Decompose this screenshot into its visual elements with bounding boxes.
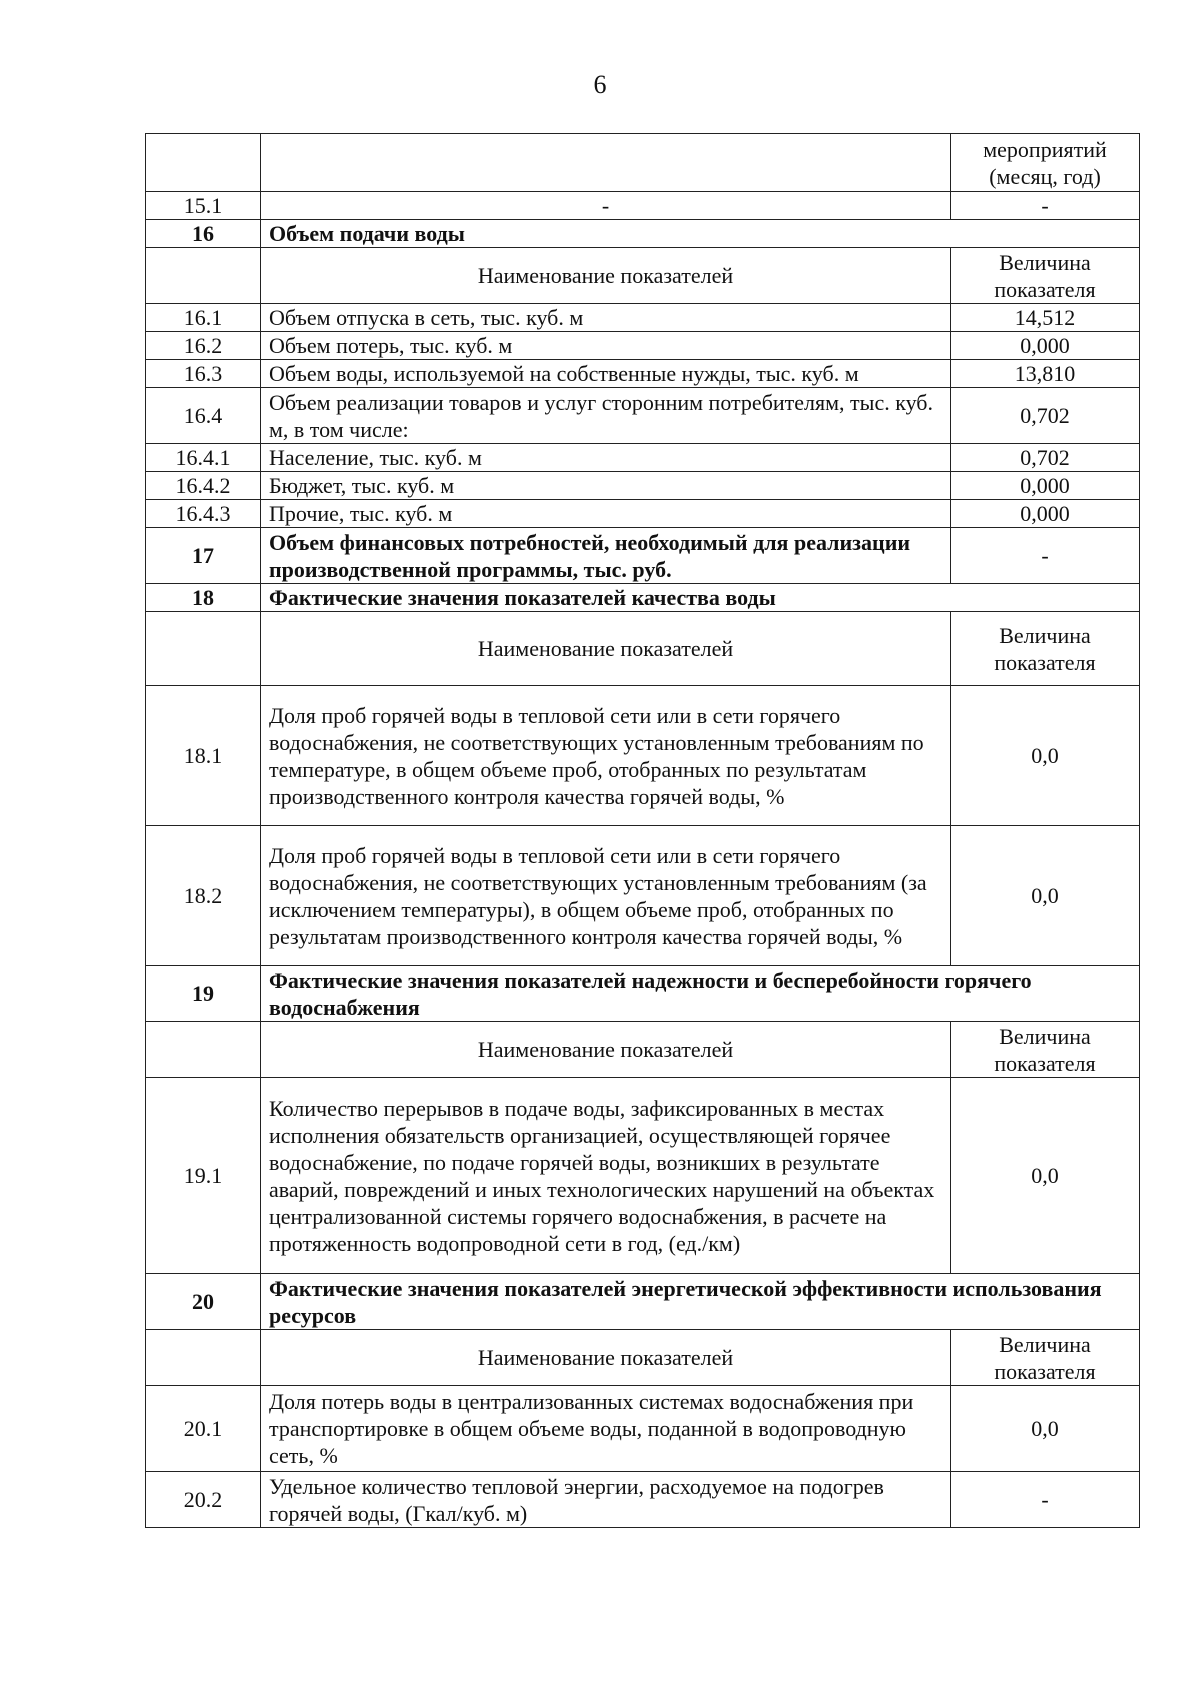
column-header-value: Величина показателя [951,612,1140,686]
row-name-cell: Объем воды, используемой на собственные нужды, тыс. куб. м [261,360,951,388]
table-row [146,304,1140,332]
section-title: Объем финансовых потребностей, необходимый для реализации производственной программы, тыс. руб. [261,528,951,584]
table-row [146,472,1140,500]
row-name-cell: Население, тыс. куб. м [261,444,951,472]
column-header-name: Наименование показателей [261,1330,951,1386]
section-header-row [146,528,1140,584]
empty-cell [146,1330,261,1386]
section-header-row [146,220,1140,248]
section-header-row [146,966,1140,1022]
row-number-cell: 16.4.1 [146,444,261,472]
row-name-cell: Количество перерывов в подаче воды, зафиксированных в местах исполнения обязательств организацией, осуществляющей горячее водоснабжение, по подаче горячей воды, возникших в результате аварий, повреждений и иных технологических нарушений на объектах централизованной системы горячего водоснабжения, в расчете на протяженность водопроводной сети в год, (ед./км) [261,1078,951,1274]
column-header-row [146,248,1140,304]
row-value-cell: 0,0 [951,1386,1140,1472]
row-value-cell: - [951,528,1140,584]
row-value-cell: 14,512 [951,304,1140,332]
header-value-cell: мероприятий (месяц, год) [951,134,1140,192]
row-number-cell: 16.4 [146,388,261,444]
column-header-name: Наименование показателей [261,612,951,686]
row-name-cell: - [261,192,951,220]
section-number: 17 [146,528,261,584]
row-value-cell: 0,702 [951,444,1140,472]
section-title: Объем подачи воды [261,220,1140,248]
row-name-cell: Объем отпуска в сеть, тыс. куб. м [261,304,951,332]
row-number-cell: 16.3 [146,360,261,388]
indicators-table [145,133,1140,1528]
row-value-cell: 0,000 [951,332,1140,360]
empty-cell [146,248,261,304]
table-row [146,444,1140,472]
row-number-cell: 20.2 [146,1472,261,1528]
table-row [146,1078,1140,1274]
row-value-cell: 0,702 [951,388,1140,444]
row-number-cell: 16.4.2 [146,472,261,500]
section-title: Фактические значения показателей энергетической эффективности использования ресурсов [261,1274,1140,1330]
row-number-cell: 20.1 [146,1386,261,1472]
section-title: Фактические значения показателей надежности и бесперебойности горячего водоснабжения [261,966,1140,1022]
section-number: 20 [146,1274,261,1330]
table-row [146,134,1140,192]
column-header-row [146,1022,1140,1078]
row-name-cell [261,134,951,192]
column-header-row [146,612,1140,686]
table-row [146,500,1140,528]
row-value-cell: 0,000 [951,500,1140,528]
page-number: 6 [593,70,607,99]
section-number: 19 [146,966,261,1022]
row-name-cell: Бюджет, тыс. куб. м [261,472,951,500]
row-name-cell: Доля проб горячей воды в тепловой сети или в сети горячего водоснабжения, не соответствующих установленным требованиям (за исключением температуры), в общем объеме проб, отобранных по результатам производственного контроля качества горячей воды, % [261,826,951,966]
row-value-cell: 0,000 [951,472,1140,500]
row-number-cell: 15.1 [146,192,261,220]
table-row [146,826,1140,966]
section-number: 16 [146,220,261,248]
empty-cell [146,612,261,686]
table-row [146,686,1140,826]
row-value-cell: 0,0 [951,686,1140,826]
row-number-cell: 16.2 [146,332,261,360]
column-header-row [146,1330,1140,1386]
column-header-value: Величина показателя [951,1330,1140,1386]
row-name-cell: Удельное количество тепловой энергии, расходуемое на подогрев горячей воды, (Гкал/куб. м) [261,1472,951,1528]
table-row [146,192,1140,220]
table-row [146,360,1140,388]
row-value-cell: - [951,1472,1140,1528]
empty-cell [146,1022,261,1078]
column-header-value: Величина показателя [951,1022,1140,1078]
row-value-cell: - [951,192,1140,220]
section-number: 18 [146,584,261,612]
table-row [146,332,1140,360]
row-name-cell: Объем реализации товаров и услуг сторонним потребителям, тыс. куб. м, в том числе: [261,388,951,444]
section-header-row [146,584,1140,612]
row-name-cell: Доля потерь воды в централизованных системах водоснабжения при транспортировке в общем объеме воды, поданной в водопроводную сеть, % [261,1386,951,1472]
row-number-cell: 19.1 [146,1078,261,1274]
row-name-cell: Объем потерь, тыс. куб. м [261,332,951,360]
section-title: Фактические значения показателей качества воды [261,584,1140,612]
row-value-cell: 0,0 [951,826,1140,966]
table-row [146,1386,1140,1472]
row-number-cell [146,134,261,192]
row-name-cell: Прочие, тыс. куб. м [261,500,951,528]
row-number-cell: 18.2 [146,826,261,966]
column-header-value: Величина показателя [951,248,1140,304]
row-number-cell: 16.1 [146,304,261,332]
row-value-cell: 0,0 [951,1078,1140,1274]
row-name-cell: Доля проб горячей воды в тепловой сети или в сети горячего водоснабжения, не соответствующих установленным требованиям по температуре, в общем объеме проб, отобранных по результатам производственного контроля качества горячей воды, % [261,686,951,826]
row-number-cell: 16.4.3 [146,500,261,528]
section-header-row [146,1274,1140,1330]
column-header-name: Наименование показателей [261,248,951,304]
table-row [146,1472,1140,1528]
row-value-cell: 13,810 [951,360,1140,388]
row-number-cell: 18.1 [146,686,261,826]
table-row [146,388,1140,444]
column-header-name: Наименование показателей [261,1022,951,1078]
